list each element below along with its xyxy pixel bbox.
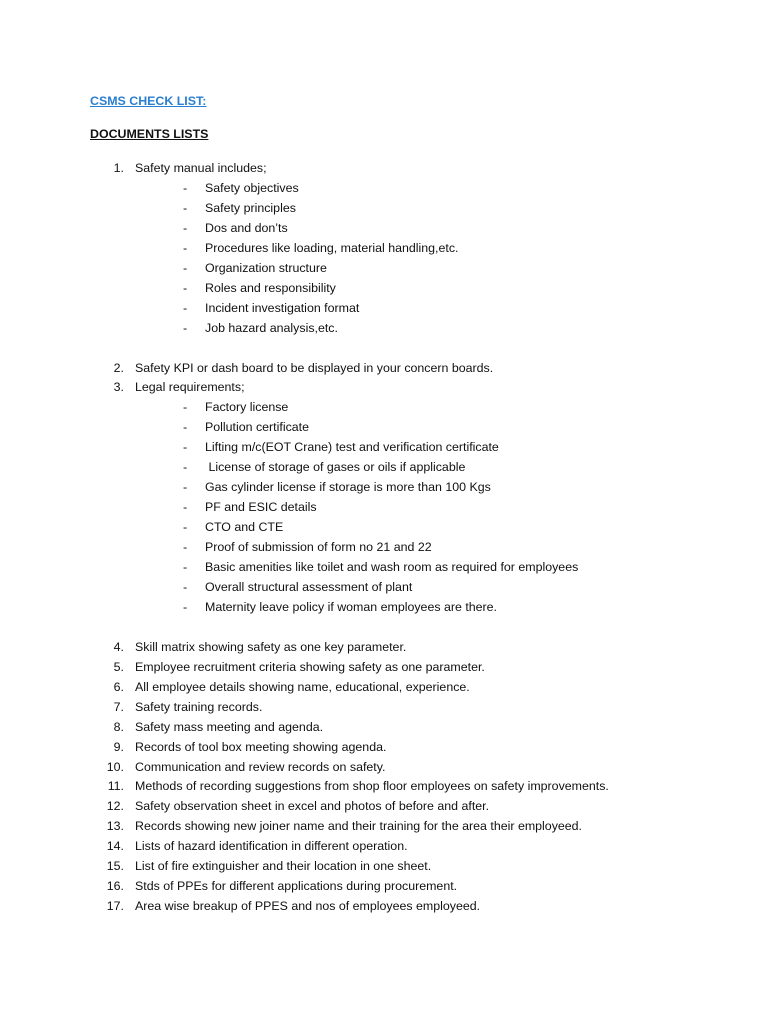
sub-list-item-text: Roles and responsibility — [205, 280, 336, 295]
list-item-text: Records showing new joiner name and their training for the area their employeed. — [135, 819, 583, 834]
dash-bullet: - — [183, 300, 188, 315]
list-item-number: 4. — [113, 639, 124, 654]
list-item-text: Employee recruitment criteria showing safety as one parameter. — [135, 659, 485, 674]
dash-bullet: - — [183, 420, 188, 435]
dash-bullet: - — [183, 599, 188, 614]
list-item-text: List of fire extinguisher and their location in one sheet. — [135, 859, 432, 874]
list-item-number: 11. — [107, 779, 124, 794]
list-item-number: 14. — [106, 839, 124, 854]
sub-list-item-text: Organization structure — [205, 260, 327, 275]
list-item-text: Safety mass meeting and agenda. — [135, 719, 324, 734]
sub-list-item-text: Safety objectives — [205, 180, 299, 195]
list-item-number: 12. — [106, 799, 124, 814]
sub-list-item-text: Incident investigation format — [205, 300, 360, 315]
list-item-text: Lists of hazard identification in different operation. — [135, 839, 408, 854]
dash-bullet: - — [183, 560, 188, 574]
list-item-text: All employee details showing name, educational, experience. — [135, 679, 470, 694]
list-item-number: 13. — [106, 819, 124, 834]
dash-bullet: - — [183, 240, 188, 255]
document-title: CSMS CHECK LIST: — [90, 94, 207, 108]
list-item-text: Safety observation sheet in excel and photos of before and after. — [135, 799, 490, 814]
list-item-number: 9. — [113, 739, 124, 754]
sub-list-item-text: Safety principles — [205, 200, 296, 215]
sub-list-item-text: Gas cylinder license if storage is more than 100 Kgs — [205, 480, 491, 495]
dash-bullet: - — [183, 320, 188, 335]
dash-bullet: - — [183, 180, 188, 195]
sub-list-item-text: Procedures like loading, material handling,etc. — [205, 240, 459, 255]
sub-list-item-text: CTO and CTE — [205, 520, 284, 535]
list-item-number: 6. — [113, 679, 124, 694]
dash-bullet: - — [183, 200, 188, 215]
sub-list-item-text: PF and ESIC details — [205, 500, 317, 515]
dash-bullet: - — [183, 500, 188, 515]
dash-bullet: - — [183, 400, 188, 415]
list-item-text: Legal requirements; — [135, 380, 245, 395]
list-item-number: 7. — [113, 699, 124, 714]
list-item-text: Skill matrix showing safety as one key parameter. — [135, 639, 407, 654]
dash-bullet: - — [183, 280, 188, 295]
list-item-number: 1. — [113, 161, 124, 175]
list-item-text: Methods of recording suggestions from shop floor employees on safety improvements. — [135, 779, 609, 794]
list-item-number: 16. — [106, 879, 124, 894]
sub-list-item-text: License of storage of gases or oils if applicable — [205, 460, 466, 475]
list-item-text: Safety training records. — [135, 699, 263, 714]
list-item-number: 15. — [106, 859, 124, 874]
dash-bullet: - — [183, 220, 188, 235]
list-item-number: 2. — [113, 360, 124, 375]
dash-bullet: - — [183, 579, 188, 594]
sub-list-item-text: Factory license — [205, 400, 289, 415]
sub-list-item-text: Overall structural assessment of plant — [205, 579, 413, 594]
sub-list-item-text: Pollution certificate — [205, 420, 309, 435]
list-item-text: Safety KPI or dash board to be displayed in your concern boards. — [135, 360, 494, 375]
dash-bullet: - — [183, 260, 188, 275]
sub-list-item-text: Dos and don’ts — [205, 220, 288, 235]
sub-list-item-text: Lifting m/c(EOT Crane) test and verification certificate — [205, 440, 499, 455]
dash-bullet: - — [183, 440, 188, 455]
list-item-number: 3. — [113, 380, 124, 395]
sub-list-item-text: Maternity leave policy if woman employees are there. — [205, 599, 498, 614]
list-item-number: 8. — [113, 719, 124, 734]
dash-bullet: - — [183, 540, 188, 555]
dash-bullet: - — [183, 480, 188, 495]
dash-bullet: - — [183, 520, 188, 535]
list-item-number: 10. — [106, 759, 124, 774]
section-heading: DOCUMENTS LISTS — [90, 127, 209, 141]
list-item-text: Communication and review records on safety. — [135, 759, 386, 774]
list-item-text: Records of tool box meeting showing agenda. — [135, 739, 387, 754]
sub-list-item-text: Proof of submission of form no 21 and 22 — [205, 540, 432, 555]
sub-list-item-text: Basic amenities like toilet and wash room as required for employees — [205, 560, 579, 574]
list-item-text: Area wise breakup of PPES and nos of employees employeed. — [135, 899, 481, 914]
sub-list-item-text: Job hazard analysis,etc. — [205, 320, 338, 335]
dash-bullet: - — [183, 460, 188, 475]
list-item-text: Stds of PPEs for different applications during procurement. — [135, 879, 458, 894]
list-item-number: 17. — [106, 899, 124, 914]
list-item-text: Safety manual includes; — [135, 161, 267, 175]
list-item-number: 5. — [113, 659, 124, 674]
